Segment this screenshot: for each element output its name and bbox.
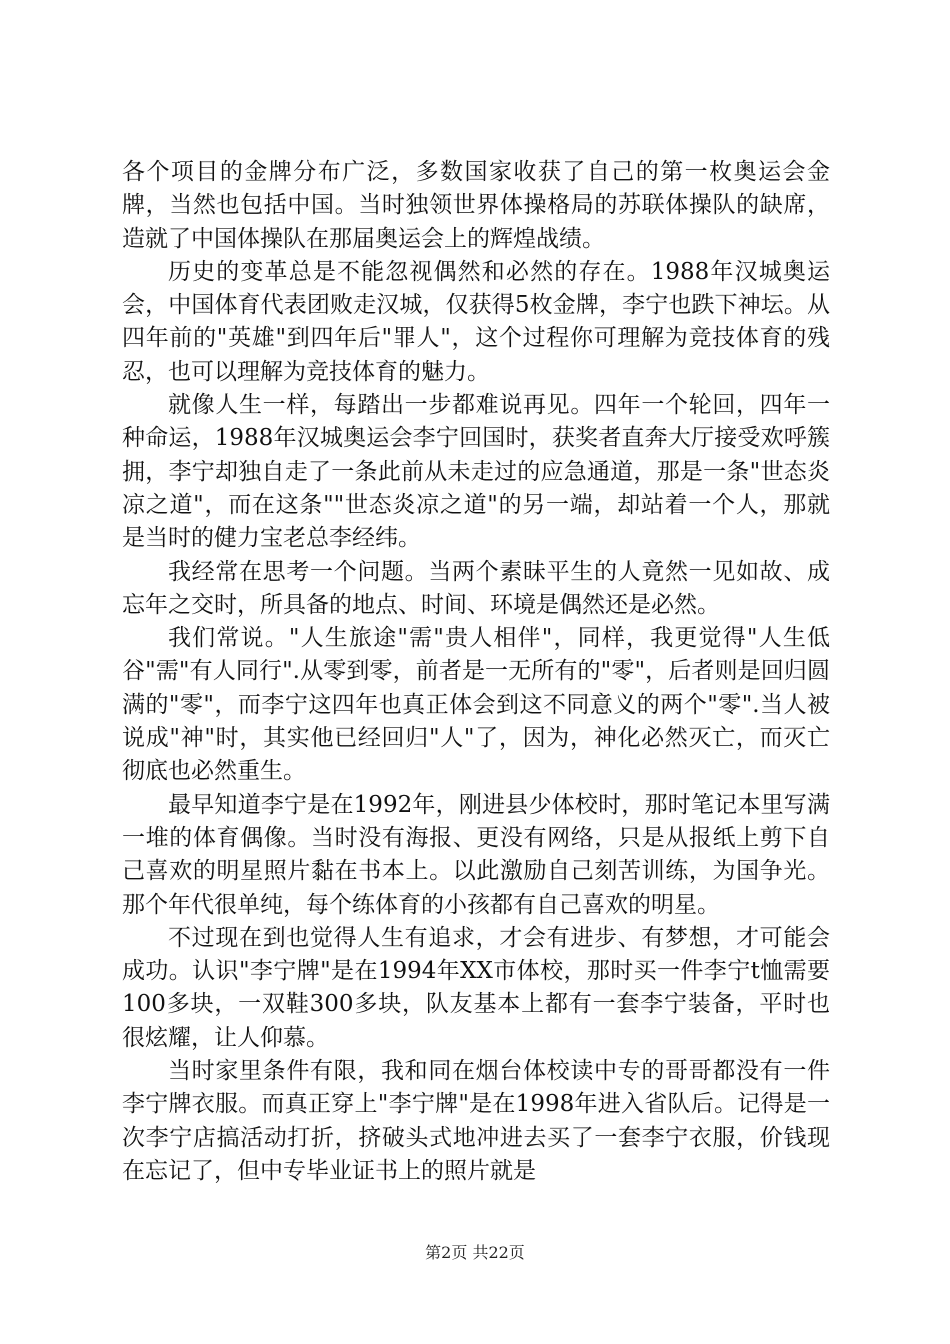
body-text xyxy=(122,156,830,1188)
paragraph-8: 当时家里条件有限，我和同在烟台体校读中专的哥哥都没有一件李宁牌衣服。而真正穿上"李宁牌"是在1998年进入省队后。记得是一次李宁店搞活动打折，挤破头式地冲进去买了一套李宁衣服，价钱现在忘记了，但中专毕业证书上的照片就是 xyxy=(122,1058,830,1184)
paragraph-2: 历史的变革总是不能忽视偶然和必然的存在。1988年汉城奥运会，中国体育代表团败走汉城，仅获得5枚金牌，李宁也跌下神坛。从四年前的"英雄"到四年后"罪人"，这个过程你可理解为竞技体育的残忍，也可以理解为竞技体育的魅力。 xyxy=(122,258,830,385)
paragraph-4: 我经常在思考一个问题。当两个素昧平生的人竟然一见如故、成忘年之交时，所具备的地点、时间、环境是偶然还是必然。 xyxy=(122,558,830,618)
paragraph-5: 我们常说。"人生旅途"需"贵人相伴"，同样，我更觉得"人生低谷"需"有人同行".从零到零，前者是一无所有的"零"，后者则是回归圆满的"零"，而李宁这四年也真正体会到这不同意义的两个"零".当人被说成"神"时，其实他已经回归"人"了，因为，神化必然灭亡，而灭亡彻底也必然重生。 xyxy=(122,625,830,785)
paragraph-7: 不过现在到也觉得人生有追求，才会有进步、有梦想，才可能会成功。认识"李宁牌"是在1994年XX市体校，那时买一件李宁t恤需要100多块，一双鞋300多块，队友基本上都有一套李宁装备，平时也很炫耀，让人仰慕。 xyxy=(122,924,830,1051)
page-number: 第2页 共22页 xyxy=(425,1243,525,1262)
paragraph-6: 最早知道李宁是在1992年，刚进县少体校时，那时笔记本里写满一堆的体育偶像。当时没有海报、更没有网络，只是从报纸上剪下自己喜欢的明星照片黏在书本上。以此激励自己刻苦训练，为国争光。那个年代很单纯，每个练体育的小孩都有自己喜欢的明星。 xyxy=(122,791,830,918)
paragraph-3: 就像人生一样，每踏出一步都难说再见。四年一个轮回，四年一种命运，1988年汉城奥运会李宁回国时，获奖者直奔大厅接受欢呼簇拥，李宁却独自走了一条此前从未走过的应急通道，那是一条"世态炎凉之道"，而在这条""世态炎凉之道"的另一端，却站着一个人，那就是当时的健力宝老总李经纬。 xyxy=(122,392,830,552)
paragraph-1: 各个项目的金牌分布广泛，多数国家收获了自己的第一枚奥运会金牌，当然也包括中国。当时独领世界体操格局的苏联体操队的缺席，造就了中国体操队在那届奥运会上的辉煌战绩。 xyxy=(122,159,830,252)
page-footer xyxy=(0,1240,950,1263)
